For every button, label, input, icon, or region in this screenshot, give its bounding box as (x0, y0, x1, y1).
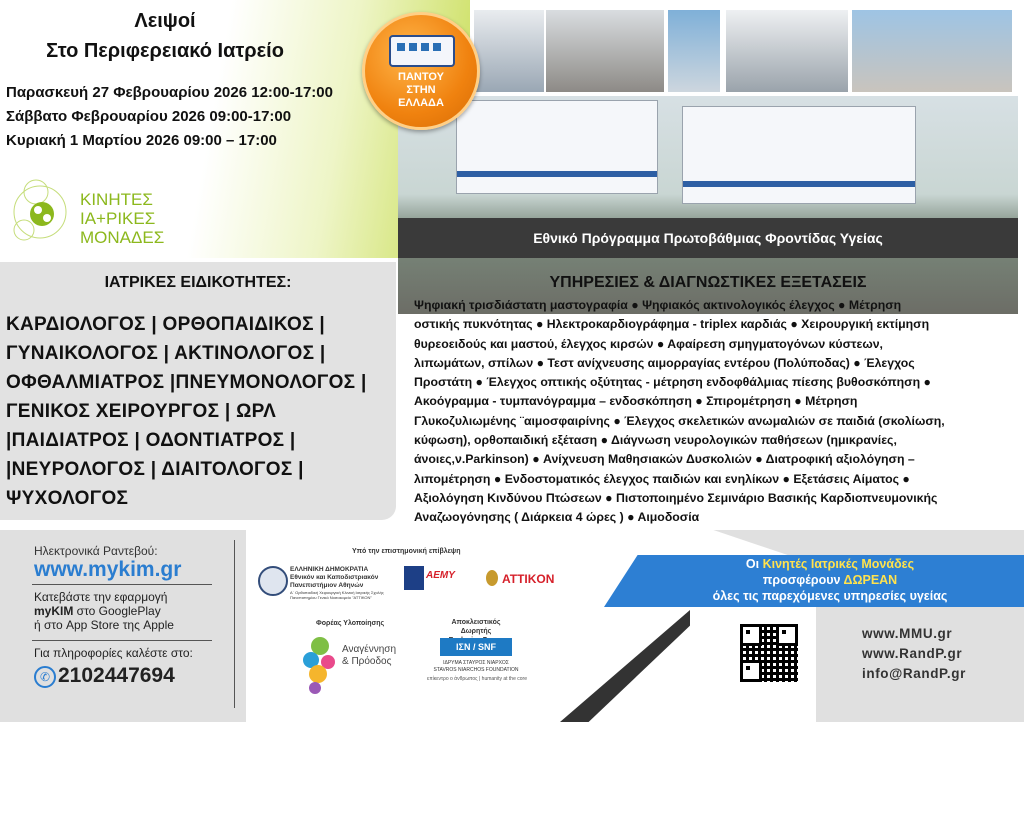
mobile-units-logo-text (80, 190, 164, 247)
booking-label: Ηλεκτρονικά Ραντεβού: (34, 544, 158, 558)
notice-text: όλες τις παρεχόμενες υπηρεσίες υγείας (712, 589, 948, 603)
implementer-line: & Πρόοδος (342, 656, 392, 667)
randp-website-link[interactable]: www.RandP.gr (862, 646, 963, 661)
implementer-label: Φορέας Υλοποίησης (316, 620, 385, 627)
service-line: Ψηφιακή τρισδιάστατη μαστογραφία ● Ψηφιακός ακτινολογικός έλεγχος ● Μέτρηση (414, 298, 902, 312)
eye-exam-photo (546, 10, 664, 92)
logo-line: ΙΑ+ΡΙΚΕΣ (80, 209, 156, 228)
snf-logo: ΙΣΝ / SNF (440, 638, 512, 656)
location-title: Λειψοί (134, 10, 196, 32)
service-line: άνοιες,ν.Parkinson) ● Ανίχνευση Μαθησιακών Δυσκολιών ● Διατροφική αξιολόγηση – (414, 452, 915, 467)
notice-text: προσφέρουν (762, 573, 844, 587)
dental-exam-photo (726, 10, 848, 92)
badge-text: ΣΤΗΝ (406, 84, 436, 96)
logo-line: ΚΙΝΗΤΕΣ (80, 190, 153, 209)
service-line: κύφωση), ορθοπαιδική εξέταση ● Διάγνωση νευρολογικών παθήσεων (ημικρανίες, (414, 433, 897, 448)
divider (32, 640, 212, 641)
clinic-photo (474, 10, 544, 92)
specialty-line: ΚΑΡΔΙΟΛΟΓΟΣ | ΟΡΘΟΠΑΙΔΙΚΟΣ | (6, 314, 326, 335)
divider (32, 584, 212, 585)
service-line: λιπομέτρηση ● Ενδοστοματικός έλεγχος παιδιών και ενηλίκων ● Εξετάσεις Αίματος ● (414, 471, 910, 486)
program-caption: Εθνικό Πρόγραμμα Πρωτοβάθμιας Φροντίδας Υγείας (398, 218, 1018, 258)
aemy-cross-icon (404, 566, 424, 590)
uoa-line: Εθνικόν και Καποδιστριακόν (290, 574, 379, 581)
app-line: Κατεβάστε την εφαρμογή (34, 590, 168, 604)
qr-code-icon[interactable] (738, 622, 800, 684)
service-line: λιπωμάτων, σπίλων ● Τεστ ανίχνευσης αιμορραγίας εντέρου (Πολύποδας) ● Έλεγχος (414, 355, 915, 370)
vertical-divider (234, 540, 235, 708)
aemy-logo: AEMY (426, 570, 455, 581)
service-line: Γλυκοζυλιωμένης ¨αιμοσφαιρίνης ● Έλεγχος σκελετικών ανωμαλιών σε παιδιά (σκολίωση, (414, 413, 945, 428)
notice-highlight: Κινητές Ιατρικές Μονάδες (762, 557, 915, 571)
booking-url-link[interactable]: www.mykim.gr (34, 558, 182, 581)
donor-name (428, 660, 524, 674)
implementer-name (342, 644, 396, 668)
schedule-line: Σάββατο Φεβρουαρίου 2026 09:00-17:00 (6, 108, 292, 125)
badge-text: ΕΛΛΑΔΑ (398, 97, 444, 109)
mobile-unit-truck (456, 100, 658, 194)
everywhere-in-greece-badge (362, 12, 480, 130)
supervision-label: Υπό την επιστημονική επίβλεψη (352, 548, 461, 555)
notice-highlight: ΔΩΡΕΑΝ (843, 573, 898, 587)
service-line: Αναζωογόνησης ( Διάρκεια 4 ώρες ) ● Αιμοδοσία (414, 510, 700, 525)
implementer-line: Αναγέννηση (342, 644, 397, 655)
mmu-website-link[interactable]: www.MMU.gr (862, 626, 953, 641)
specialties-title: ΙΑΤΡΙΚΕΣ ΕΙΔΙΚΟΤΗΤΕΣ: (104, 274, 292, 291)
email-link[interactable]: info@RandP.gr (862, 666, 966, 681)
specialty-line: ΨΥΧΟΛΟΓΟΣ (6, 488, 129, 509)
mobile-units-logo-icon (10, 170, 80, 250)
service-line: Προστάτη ● Έλεγχος οπτικής οξύτητας - μέτρηση ενδοφθάλμιας πίεσης βυθοσκόπηση ● (414, 375, 931, 390)
schedule-line: Κυριακή 1 Μαρτίου 2026 09:00 – 17:00 (6, 132, 277, 149)
service-line: οστικής πυκνότητας ● Ηλεκτροκαρδιογράφημα - triplex καρδιάς ● Χειρουργική εκτίμηση (414, 317, 930, 332)
free-services-text (640, 556, 1020, 604)
uoa-line: ΕΛΛΗΝΙΚΗ ΔΗΜΟΚΡΑΤΙΑ (290, 566, 369, 573)
logo-line: ΜΟΝΑΔΕΣ (80, 228, 165, 247)
app-line: στο GooglePlay (73, 604, 161, 618)
venue-title: Στο Περιφερειακό Ιατρείο (46, 40, 284, 62)
attikon-logo: ATTIKON (502, 572, 555, 586)
implementer-logo-icon (300, 632, 340, 696)
service-line: θυρεοειδούς και μαστού, έλεγχος κιρσών ● Αφαίρεση σμηγματογόνων κύστεων, (414, 336, 883, 351)
donor-label-line: Αποκλειστικός Δωρητής (451, 619, 501, 635)
services-title: ΥΠΗΡΕΣΙΕΣ & ΔΙΑΓΝΩΣΤΙΚΕΣ ΕΞΕΤΑΣΕΙΣ (549, 274, 867, 291)
app-name: myKIM (34, 604, 74, 618)
specialty-line: ΟΦΘΑΛΜΙΑΤΡΟΣ |ΠΝΕΥΜΟΝΟΛΟΓΟΣ | (6, 372, 367, 393)
service-line: Αξιολόγηση Κινδύνου Πτώσεων ● Πιστοποιημένο Σεμινάριο Βασικής Καρδιοπνευμονικής (414, 490, 938, 505)
service-line: Ακοόγραμμα - τυμπανόγραμμα – ενδοσκόπηση ● Σπιρομέτρηση ● Μέτρηση (414, 394, 858, 409)
specialty-line: ΓΥΝΑΙΚΟΛΟΓΟΣ | ΑΚΤΙΝΟΛΟΓΟΣ | (6, 343, 326, 364)
uoa-department: Α΄ Ορθοπαιδική Χειρουργική Κλινική Ιατρικής Σχολής Πανεπιστημίου Γενικό Νοσοκομείο "ΑΤΤΙΚΟΝ" (290, 590, 384, 600)
uoa-line: Πανεπιστήμιον Αθηνών (290, 582, 364, 589)
attikon-emblem-icon (486, 570, 498, 586)
app-line: ή στο App Store της Apple (34, 618, 174, 632)
specialty-line: |ΝΕΥΡΟΛΟΓΟΣ | ΔΙΑΙΤΟΛΟΓΟΣ | (6, 459, 304, 480)
badge-text: ΠΑΝΤΟΥ (398, 71, 444, 83)
services-list (414, 296, 1018, 528)
university-logo (290, 566, 390, 600)
specialty-line: |ΠΑΙΔΙΑΤΡΟΣ | ΟΔΟΝΤΙΑΤΡΟΣ | (6, 430, 296, 451)
specialty-line: ΓΕΝΙΚΟΣ ΧΕΙΡΟΥΡΓΟΣ | ΩΡΛ (6, 401, 277, 422)
notice-text: Οι (745, 557, 763, 571)
phone-icon: ✆ (34, 666, 56, 688)
info-label: Για πληροφορίες καλέστε στο: (34, 646, 193, 660)
bus-icon (389, 35, 455, 67)
app-download-text (34, 590, 174, 632)
truck-interior-photo (668, 10, 720, 92)
phone-number-link[interactable]: 2102447694 (58, 664, 175, 687)
schedule-line: Παρασκευή 27 Φεβρουαρίου 2026 12:00-17:00 (6, 84, 333, 101)
university-seal-icon (258, 566, 288, 596)
donor-tagline: επίκεντρο ο άνθρωπος | humanity at the core (427, 676, 527, 682)
donor-name-line: ΙΔΡΥΜΑ ΣΤΑΥΡΟΣ ΝΙΑΡΧΟΣ (443, 660, 509, 666)
donor-name-line: STAVROS NIARCHOS FOUNDATION (433, 667, 519, 673)
mobile-unit-truck (682, 106, 916, 204)
team-photo (852, 10, 1012, 92)
